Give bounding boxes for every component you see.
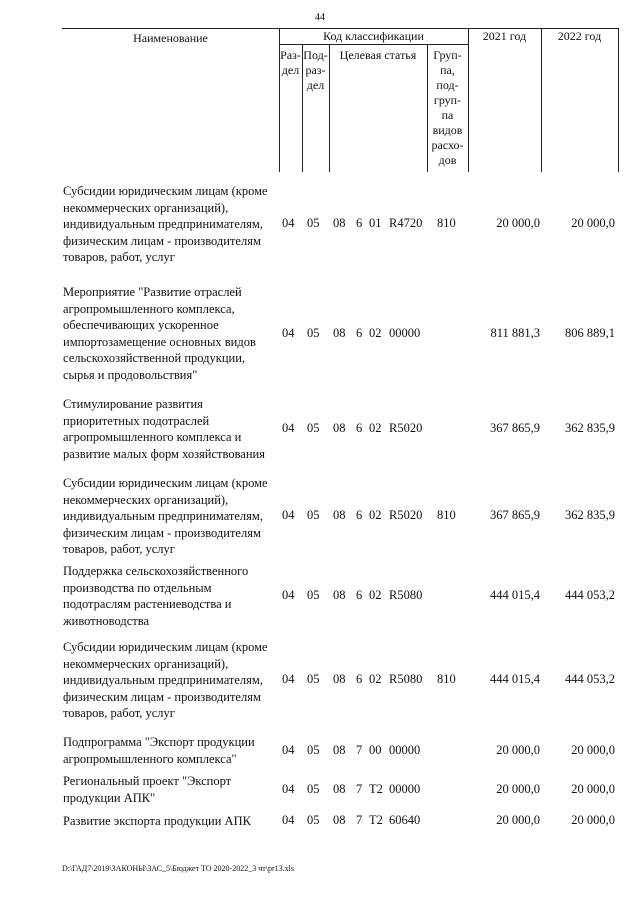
row-amount-2021: 444 015,4 <box>490 672 540 687</box>
row-amount-2021: 20 000,0 <box>496 216 540 231</box>
row-amount-2021: 20 000,0 <box>496 813 540 828</box>
row-amount-2022: 20 000,0 <box>571 781 615 796</box>
row-target-direction: R5020 <box>389 508 423 523</box>
row-name: Региональный проект "Экспорт продукции АПК" <box>63 774 232 805</box>
row-target-direction: 60640 <box>389 813 421 828</box>
row-target-subprogram: 6 <box>356 672 363 687</box>
header-line <box>279 44 468 45</box>
row-podrazdel: 05 <box>307 216 320 231</box>
header-razdel: Раз- дел <box>280 48 301 77</box>
row-name: Субсидии юридическим лицам (кроме некоммерческих организаций), индивидуальным предпринимателям, физическим лицам - производителям товаров, работ, услуг <box>63 476 268 556</box>
row-amount-2021: 811 881,3 <box>490 325 540 340</box>
row-target-program: 08 <box>333 508 346 523</box>
row-target-event: 01 <box>369 216 382 231</box>
row-target-direction: 00000 <box>389 325 421 340</box>
row-name: Развитие экспорта продукции АПК <box>63 814 251 828</box>
row-podrazdel: 05 <box>307 508 320 523</box>
row-name: Субсидии юридическим лицам (кроме некоммерческих организаций), индивидуальным предпринимателям, физическим лицам - производителям товаров, работ, услуг <box>63 184 268 264</box>
header-name: Наименование <box>133 31 208 45</box>
row-amount-2021: 20 000,0 <box>496 742 540 757</box>
row-amount-2022: 806 889,1 <box>565 325 615 340</box>
row-podrazdel: 05 <box>307 742 320 757</box>
row-target-direction: 00000 <box>389 781 421 796</box>
row-amount-2022: 444 053,2 <box>565 588 615 602</box>
row-razdel: 04 <box>282 672 295 687</box>
header-line <box>329 44 330 172</box>
row-razdel: 04 <box>282 781 295 796</box>
file-path-footer: D:\ГАД7\2019\ЗАКОНЫ\ЗАС_5\Бюджет ТО 2020-2022_3 чт\pr13.xls <box>62 864 294 873</box>
row-target-subprogram: 6 <box>356 588 363 602</box>
page-number: 44 <box>315 12 325 23</box>
row-target-event: 02 <box>369 508 382 523</box>
row-target-subprogram: 6 <box>356 216 363 231</box>
header-line <box>618 28 619 172</box>
row-amount-2021: 367 865,9 <box>490 421 540 435</box>
row-amount-2021: 367 865,9 <box>490 508 540 523</box>
row-podrazdel: 05 <box>307 588 320 602</box>
row-amount-2022: 444 053,2 <box>565 672 615 687</box>
row-target-event: 02 <box>369 325 382 340</box>
row-target-subprogram: 6 <box>356 508 363 523</box>
row-target-event: 02 <box>369 672 382 687</box>
row-razdel: 04 <box>282 421 295 435</box>
row-target-subprogram: 7 <box>356 781 363 796</box>
row-name: Мероприятие "Развитие отраслей агропромышленного комплекса, обеспечивающих ускоренное импортозамещение основных видов сельскохозяйственной продукции, сырья и продовольствия" <box>63 285 256 382</box>
row-target-direction: R4720 <box>389 216 423 231</box>
row-target-subprogram: 6 <box>356 421 363 435</box>
row-name: Поддержка сельскохозяйственного производства по отдельным подотраслям растениеводства и животноводства <box>63 564 249 628</box>
row-podrazdel: 05 <box>307 781 320 796</box>
row-target-program: 08 <box>333 781 346 796</box>
header-year-2022: 2022 год <box>557 29 602 43</box>
row-razdel: 04 <box>282 813 295 828</box>
row-target-direction: 00000 <box>389 742 421 757</box>
row-target-direction: R5080 <box>389 672 423 687</box>
row-name: Субсидии юридическим лицам (кроме некоммерческих организаций), индивидуальным предпринимателям, физическим лицам - производителям товаров, работ, услуг <box>63 640 268 720</box>
row-target-subprogram: 7 <box>356 742 363 757</box>
row-target-program: 08 <box>333 742 346 757</box>
row-podrazdel: 05 <box>307 325 320 340</box>
row-target-subprogram: 6 <box>356 325 363 340</box>
row-target-event: T2 <box>369 813 383 828</box>
row-amount-2022: 362 835,9 <box>565 421 615 435</box>
row-podrazdel: 05 <box>307 813 320 828</box>
row-podrazdel: 05 <box>307 672 320 687</box>
row-target-program: 08 <box>333 672 346 687</box>
header-line <box>468 28 469 172</box>
row-expense-group: 810 <box>437 508 456 523</box>
row-amount-2022: 20 000,0 <box>571 216 615 231</box>
row-target-subprogram: 7 <box>356 813 363 828</box>
header-code-group: Код классификации <box>323 29 424 43</box>
row-target-event: 00 <box>369 742 382 757</box>
row-target-event: 02 <box>369 588 382 602</box>
row-target-direction: R5080 <box>389 588 423 602</box>
row-razdel: 04 <box>282 325 295 340</box>
row-target-program: 08 <box>333 813 346 828</box>
row-razdel: 04 <box>282 508 295 523</box>
row-razdel: 04 <box>282 216 295 231</box>
header-group: Груп- па, под- груп- па видов расхо- дов <box>431 48 464 167</box>
row-name: Стимулирование развития приоритетных подотраслей агропромышленного комплекса и развитие малых форм хозяйствования <box>63 397 265 461</box>
row-amount-2021: 444 015,4 <box>490 588 540 602</box>
row-target-program: 08 <box>333 325 346 340</box>
row-name: Подпрограмма "Экспорт продукции агропромышленного комплекса" <box>63 735 255 766</box>
row-razdel: 04 <box>282 588 295 602</box>
row-expense-group: 810 <box>437 672 456 687</box>
row-podrazdel: 05 <box>307 421 320 435</box>
row-amount-2022: 20 000,0 <box>571 813 615 828</box>
row-razdel: 04 <box>282 742 295 757</box>
header-target: Целевая статья <box>339 48 417 62</box>
row-amount-2021: 20 000,0 <box>496 781 540 796</box>
header-line <box>541 28 542 172</box>
row-target-program: 08 <box>333 588 346 602</box>
header-podrazdel: Под- раз- дел <box>303 48 328 92</box>
row-target-direction: R5020 <box>389 421 423 435</box>
header-year-2021: 2021 год <box>482 29 527 43</box>
row-amount-2022: 20 000,0 <box>571 742 615 757</box>
row-expense-group: 810 <box>437 216 456 231</box>
row-target-program: 08 <box>333 421 346 435</box>
row-target-program: 08 <box>333 216 346 231</box>
row-target-event: T2 <box>369 781 383 796</box>
row-target-event: 02 <box>369 421 382 435</box>
row-amount-2022: 362 835,9 <box>565 508 615 523</box>
